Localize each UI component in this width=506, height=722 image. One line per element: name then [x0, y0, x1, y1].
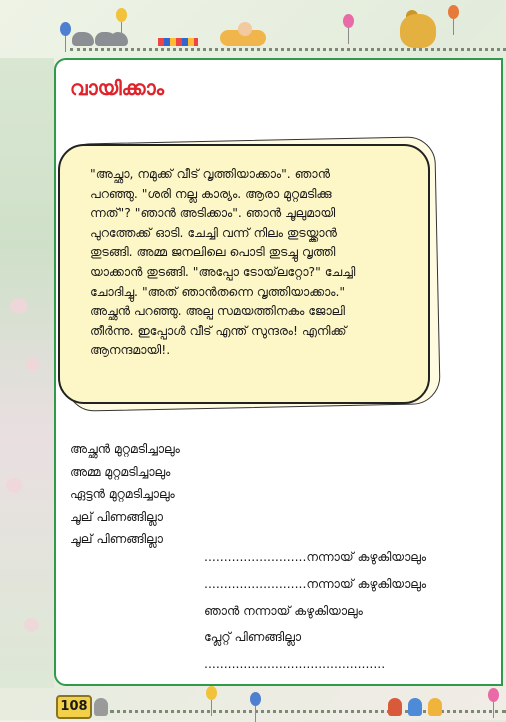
balloon-icon	[116, 8, 127, 22]
balloon-icon	[206, 686, 217, 700]
story-line: ആനന്ദമായി!.	[90, 342, 171, 358]
lesson-title: വായിക്കാം	[70, 76, 165, 100]
rhyme-line: ഏട്ടൻ മുറ്റമടിച്ചാലും	[70, 486, 175, 502]
dotted-line	[70, 48, 506, 51]
flower-icon	[26, 358, 40, 371]
fill-in-line: ..............................................	[204, 656, 386, 672]
bunting-icon	[158, 38, 198, 46]
balloon-icon	[448, 5, 459, 19]
story-line: തീർന്നു. ഇപ്പോൾ വീട് എന്ത് സുന്ദരം! എനിക്ക്	[90, 322, 347, 338]
rhyme-line: ചൂല് പിണങ്ങില്ലാ	[70, 508, 163, 524]
top-decoration-band	[0, 0, 506, 58]
fill-in-line: ..........................നന്നായ് കഴുകിയാലും	[204, 549, 427, 564]
story-line: ന്നത്"? "ഞാൻ അടിക്കാം". ഞാൻ ചൂലുമായി	[90, 205, 336, 221]
child-figure-icon	[388, 698, 402, 716]
child-figure-icon	[94, 698, 108, 716]
rhyme-line: ചൂല് പിണങ്ങില്ലാ	[70, 531, 163, 547]
lion-illustration	[400, 14, 436, 48]
rhyme-line: അമ്മ മുറ്റമടിച്ചാലും	[70, 463, 171, 479]
side-watercolor-strip	[0, 58, 54, 688]
rhyme-line: അച്ഛൻ മുറ്റമടിച്ചാലും	[70, 441, 180, 456]
fill-in-line: ഞാൻ നന്നായ് കഴുകിയാലും	[204, 602, 363, 618]
child-figure-icon	[408, 698, 422, 716]
story-box	[58, 144, 430, 404]
story-line: യാക്കാൻ തുടങ്ങി. "അപ്പോ ടോയ്‌ലറ്റോ?" ചേച്ചി	[90, 263, 356, 279]
story-line: പറഞ്ഞു. "ശരി നല്ല കാര്യം. ആരാ മുറ്റമടിക്കു	[90, 185, 332, 201]
balloon-icon	[488, 688, 499, 702]
story-line: ചോദിച്ചു. "അത് ഞാൻതന്നെ വൃത്തിയാക്കാം."	[90, 283, 346, 299]
elephant-icon	[72, 32, 94, 46]
story-line: അച്ഛൻ പറഞ്ഞു. അല്പ സമയത്തിനകം ജോലി	[90, 303, 345, 319]
textbook-page	[54, 58, 503, 686]
child-figure-icon	[428, 698, 442, 716]
child-head-illustration	[238, 22, 252, 36]
fill-in-block	[204, 544, 426, 678]
flower-icon	[10, 298, 28, 314]
fill-in-line: പ്ലേറ്റ് പിണങ്ങില്ലാ	[204, 629, 302, 645]
fill-in-line: ..........................നന്നായ് കഴുകിയാലും	[204, 575, 427, 591]
balloon-icon	[343, 14, 354, 28]
page-number: 108	[56, 695, 92, 719]
story-line: പുറത്തേക്ക് ഓടി. ചേച്ചി വന്ന് നിലം തുടയ്ക്കാൻ	[90, 224, 337, 240]
dotted-line	[110, 710, 506, 713]
balloon-icon	[250, 692, 261, 706]
story-line: "അച്ഛാ, നമുക്ക് വീട് വൃത്തിയാക്കാം". ഞാൻ	[90, 166, 330, 181]
rhyme-block	[70, 438, 180, 551]
story-line: തുടങ്ങി. അമ്മ ജനലിലെ പൊടി തുടച്ചു വൃത്തി	[90, 244, 336, 260]
flower-icon	[6, 478, 22, 493]
balloon-icon	[60, 22, 71, 36]
elephant-icon	[110, 32, 128, 46]
flower-icon	[24, 618, 39, 632]
